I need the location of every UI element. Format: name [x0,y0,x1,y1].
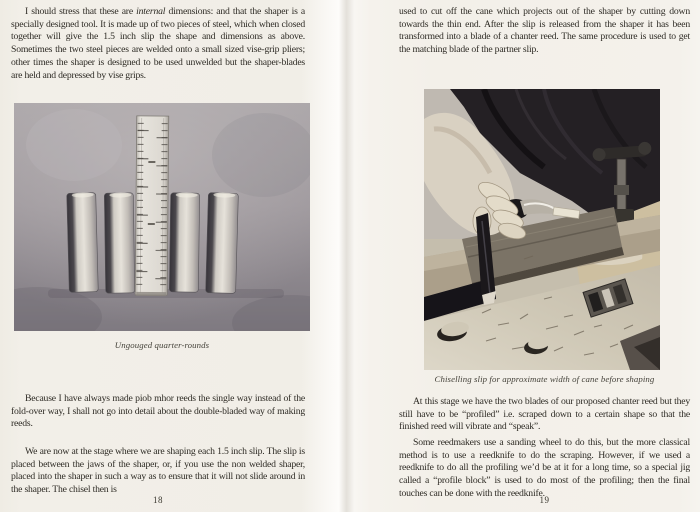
photo-ungouged-quarter-rounds [14,103,310,331]
text-run: I should stress that these are [25,6,137,17]
cane-strip-4 [206,192,239,293]
page-number-right: 19 [539,495,550,505]
paragraph-right-2: At this stage we have the two blades of our proposed chanter reed but they still have to be “profiled” i.e. scraped down to a certain shape so that the finished reed will vibrate and “speak”. [399,396,690,433]
paragraph-left-3: We are now at the stage where we are shaping each 1.5 inch slip. The slip is placed between the jaws of the shaper, or, if you use the non welded shaper, placed into the shaper in such a way as to ensure that it will not slide around in the shaper. The chisel then is [11,446,305,496]
page-number-left: 18 [153,495,163,505]
cane-strip-2 [104,192,134,293]
ruler [135,116,169,296]
text-run: dimensions: and that the shaper is a specially designed tool. It is made up of two pieces of steel, which when closed together will give the 1.5 inch slip the shape and dimensions as above. Sometimes the two steel pieces are welded onto a small sized vise-grip pliers; other times the shaper is designed to be used unwelded but the shaper-blades are held and depressed by vise grips. [11,6,305,81]
photo-chiselling-slip [424,89,660,370]
paragraph-left-2: Because I have always made piob mhor reeds the single way instead of the fold-over way, I shall not go into detail about the double-bladed way of making reeds. [11,393,305,430]
photo-caption-left: Ungouged quarter-rounds [114,340,210,350]
text-run-italic: internal [136,6,166,17]
cane-strip-1 [67,192,99,292]
paragraph-right-3: Some reedmakers use a sanding wheel to do this, but the more classical method is to use a reedknife to do the scraping. However, if we used a reedknife to do all the profiling we’d be at it for a long time, so a special jig called a “profile block” is used to do most of the profiling; then the final touches can be done with the reedknife. [399,437,690,499]
paragraph-left-1 [11,6,305,82]
cane-strip-3 [169,192,199,292]
photo-caption-right: Chiselling slip for approximate width of cane before shaping [434,374,655,384]
paragraph-right-1: used to cut off the cane which projects out of the shaper by cutting down towards the thin end. After the slip is released from the shaper it has been transformed into a blade of a chanter reed. The same procedure is used to get the matching blade of the partner slip. [399,6,690,56]
